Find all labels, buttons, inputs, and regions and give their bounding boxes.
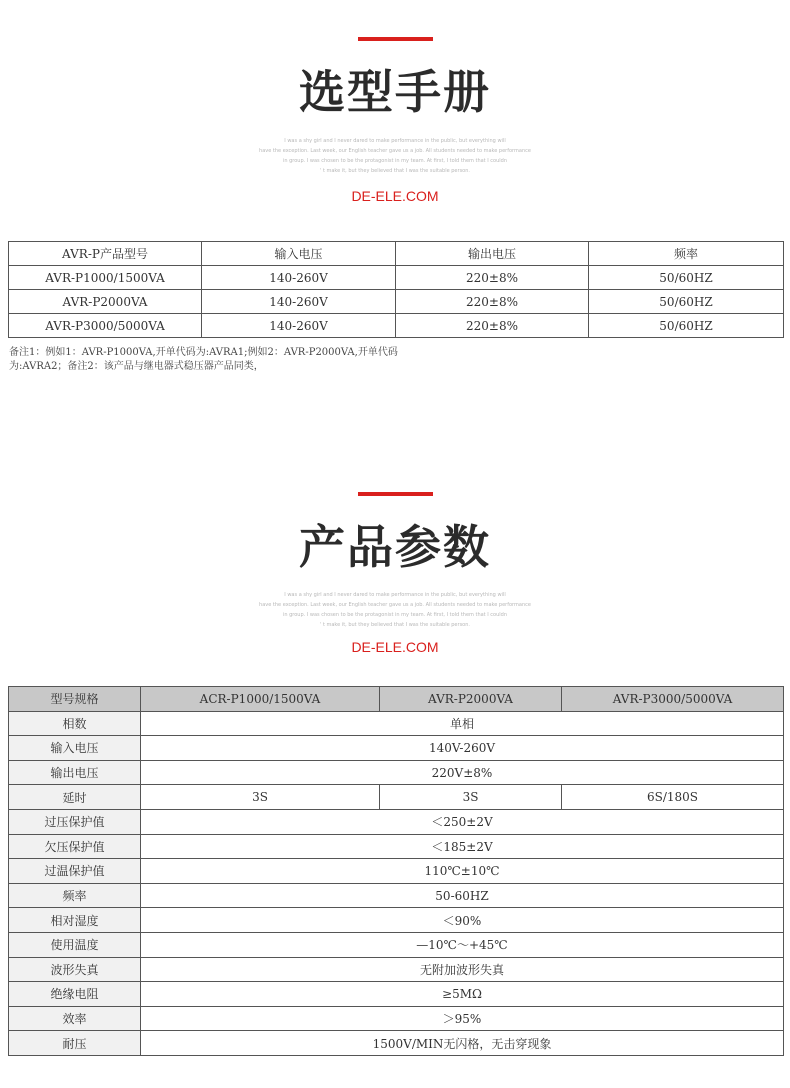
table-cell: ＜185±2V: [141, 834, 784, 859]
section-accent-bar: [358, 37, 433, 41]
row-label: 欠压保护值: [9, 834, 141, 859]
table-header-cell: ACR-P1000/1500VA: [141, 687, 380, 712]
row-label: 绝缘电阻: [9, 982, 141, 1007]
table-cell: 单相: [141, 711, 784, 736]
faint-line: have the exception. Last week, our English teacher gave us a job. All students needed to make performance: [259, 602, 531, 608]
selection-table: [8, 241, 784, 338]
table-row: [9, 314, 784, 338]
table-row: [9, 883, 784, 908]
row-label: 相数: [9, 711, 141, 736]
table-cell: 220±8%: [396, 290, 589, 314]
table-cell: 220±8%: [396, 266, 589, 290]
table-row: [9, 290, 784, 314]
table-header-cell: 频率: [589, 242, 784, 266]
faint-line: in group. I was chosen to be the protagonist in my team. At first, I told them that I couldn: [282, 612, 508, 618]
table-header-cell: AVR-P3000/5000VA: [562, 687, 784, 712]
table-cell: 50/60HZ: [589, 266, 784, 290]
faint-line: I was a shy girl and I never dared to make performance in the public, but everything will: [284, 592, 506, 598]
table-cell: AVR-P1000/1500VA: [9, 266, 202, 290]
row-label: 效率: [9, 1006, 141, 1031]
row-label: 波形失真: [9, 957, 141, 982]
table-cell: 220V±8%: [141, 760, 784, 785]
table-row: [9, 932, 784, 957]
table-cell: 220±8%: [396, 314, 589, 338]
table-header-cell: 型号规格: [9, 687, 141, 712]
table-cell: —10℃～+45℃: [141, 932, 784, 957]
table-cell: ＜90%: [141, 908, 784, 933]
site-link[interactable]: DE-ELE.COM: [351, 639, 439, 655]
table-cell: 50-60HZ: [141, 883, 784, 908]
row-label: 相对湿度: [9, 908, 141, 933]
table-row: [9, 1031, 784, 1056]
table-cell: 3S: [380, 785, 562, 810]
table-row: [9, 859, 784, 884]
table-header-cell: AVR-P产品型号: [9, 242, 202, 266]
table-cell: 140-260V: [202, 290, 396, 314]
table-cell: 110℃±10℃: [141, 859, 784, 884]
row-label: 耐压: [9, 1031, 141, 1056]
table-cell: ＜250±2V: [141, 809, 784, 834]
table-cell: AVR-P2000VA: [9, 290, 202, 314]
faint-line: ' t make it, but they believed that I was the suitable person.: [319, 168, 470, 174]
params-table: [8, 686, 784, 1056]
table-cell: 140-260V: [202, 266, 396, 290]
faint-line: have the exception. Last week, our English teacher gave us a job. All students needed to make performance: [259, 148, 531, 154]
section-title: 选型手册: [299, 65, 491, 119]
table-cell: 1500V/MIN无闪格，无击穿现象: [141, 1031, 784, 1056]
table-row: [9, 809, 784, 834]
note-line: 为:AVRA2；备注2：该产品与继电器式稳压器产品同类，: [9, 361, 264, 372]
row-label: 输出电压: [9, 760, 141, 785]
table-cell: 50/60HZ: [589, 290, 784, 314]
table-row: [9, 982, 784, 1007]
table-cell: ≥5MΩ: [141, 982, 784, 1007]
table-header-row: [9, 687, 784, 712]
table-row: [9, 711, 784, 736]
row-label: 过压保护值: [9, 809, 141, 834]
faint-line: in group. I was chosen to be the protagonist in my team. At first, I told them that I couldn: [282, 158, 508, 164]
table-cell: 3S: [141, 785, 380, 810]
table-cell: ＞95%: [141, 1006, 784, 1031]
table-cell: 6S/180S: [562, 785, 784, 810]
site-link[interactable]: DE-ELE.COM: [351, 188, 439, 204]
table-row: [9, 760, 784, 785]
table-cell: 无附加波形失真: [141, 957, 784, 982]
table-row: [9, 266, 784, 290]
table-row: [9, 957, 784, 982]
table-cell: 50/60HZ: [589, 314, 784, 338]
table-row: [9, 785, 784, 810]
row-label: 过温保护值: [9, 859, 141, 884]
row-label: 频率: [9, 883, 141, 908]
table-cell: 140V-260V: [141, 736, 784, 761]
selection-note: [9, 346, 459, 374]
section-accent-bar: [358, 492, 433, 496]
row-label: 使用温度: [9, 932, 141, 957]
faint-english-text: [220, 136, 570, 176]
table-header-row: [9, 242, 784, 266]
table-row: [9, 1006, 784, 1031]
table-header-cell: AVR-P2000VA: [380, 687, 562, 712]
table-cell: 140-260V: [202, 314, 396, 338]
note-line: 备注1：例如1：AVR-P1000VA,开单代码为:AVRA1;例如2：AVR-P2000VA,开单代码: [9, 347, 398, 358]
row-label: 延时: [9, 785, 141, 810]
faint-line: I was a shy girl and I never dared to make performance in the public, but everything will: [284, 138, 506, 144]
faint-line: ' t make it, but they believed that I was the suitable person.: [319, 622, 470, 628]
table-header-cell: 输出电压: [396, 242, 589, 266]
table-row: [9, 834, 784, 859]
faint-english-text: [220, 590, 570, 630]
table-cell: AVR-P3000/5000VA: [9, 314, 202, 338]
section-title: 产品参数: [299, 520, 491, 574]
row-label: 输入电压: [9, 736, 141, 761]
table-row: [9, 908, 784, 933]
table-row: [9, 736, 784, 761]
table-header-cell: 输入电压: [202, 242, 396, 266]
